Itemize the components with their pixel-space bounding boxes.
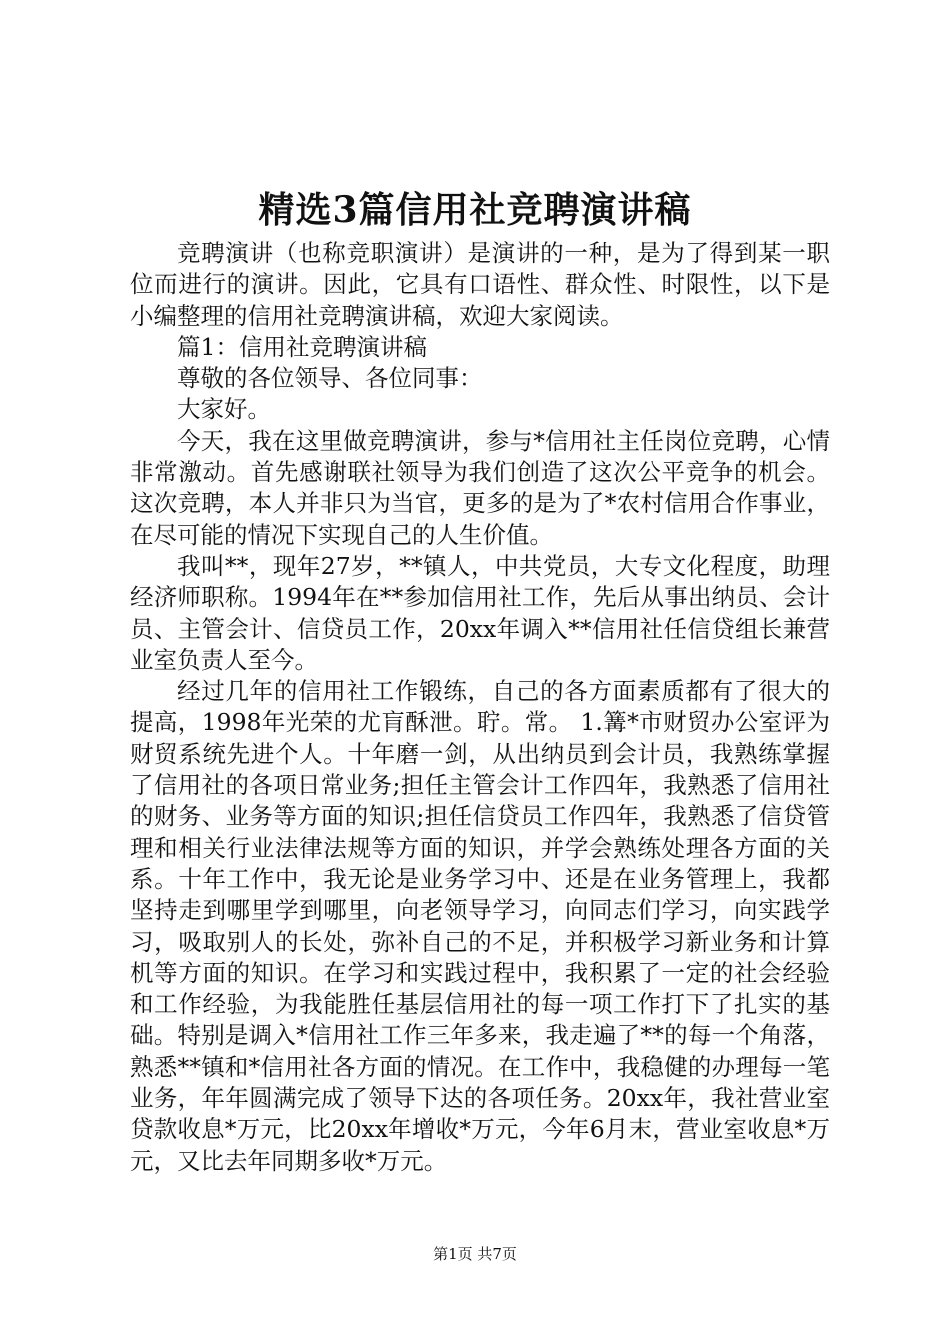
page-number-footer: 第1页 共7页 — [433, 1245, 517, 1263]
salutation: 尊敬的各位领导、各位同事： — [177, 364, 483, 393]
document-body — [130, 238, 830, 1177]
body-paragraph: 今天，我在这里做竞聘演讲，参与*信用社主任岗位竞聘，心情非常激动。首先感谢联社领导为我们创造了这次公平竞争的机会。这次竞聘，本人并非只为当官，更多的是为了*农村信用合作事业，在尽可能的情况下实现自己的人生价值。 — [130, 426, 830, 549]
body-paragraph: 经过几年的信用社工作锻练，自己的各方面素质都有了很大的提高，1998年光荣的尤肓酥泄。聍。常。 1.篝*市财贸办公室评为财贸系统先进个人。十年磨一剑，从出纳员到会计员，我熟练掌握了信用社的各项日常业务;担任主管会计工作四年，我熟悉了信用社的财务、业务等方面的知识;担任信贷员工作四年，我熟悉了信贷管理和相关行业法律法规等方面的知识，并学会熟练处理各方面的关系。十年工作中，我无论是业务学习中、还是在业务管理上，我都坚持走到哪里学到哪里，向老领导学习，向同志们学习，向实践学习，吸取别人的长处，弥补自己的不足，并积极学习新业务和计算机等方面的知识。在学习和实践过程中，我积累了一定的社会经验和工作经验，为我能胜任基层信用社的每一项工作打下了扎实的基础。特别是调入*信用社工作三年多来，我走遍了**的每一个角落，熟悉**镇和*信用社各方面的情况。在工作中，我稳健的办理每一笔业务，年年圆满完成了领导下达的各项任务。20xx年，我社营业室贷款收息*万元，比20xx年增收*万元，今年6月末，营业室收息*万元，又比去年同期多收*万元。 — [130, 677, 830, 1175]
document-title: 精选3篇信用社竞聘演讲稿 — [258, 189, 692, 231]
section-heading: 篇1：信用社竞聘演讲稿 — [177, 332, 427, 361]
greeting: 大家好。 — [177, 395, 271, 424]
intro-paragraph: 竞聘演讲（也称竞职演讲）是演讲的一种，是为了得到某一职位而进行的演讲。因此，它具有口语性、群众性、时限性，以下是小编整理的信用社竞聘演讲稿，欢迎大家阅读。 — [130, 239, 830, 330]
body-paragraph: 我叫**，现年27岁，**镇人，中共党员，大专文化程度，助理经济师职称。1994年在**参加信用社工作，先后从事出纳员、会计员、主管会计、信贷员工作，20xx年调入**信用社任信贷组长兼营业室负责人至今。 — [130, 551, 830, 674]
